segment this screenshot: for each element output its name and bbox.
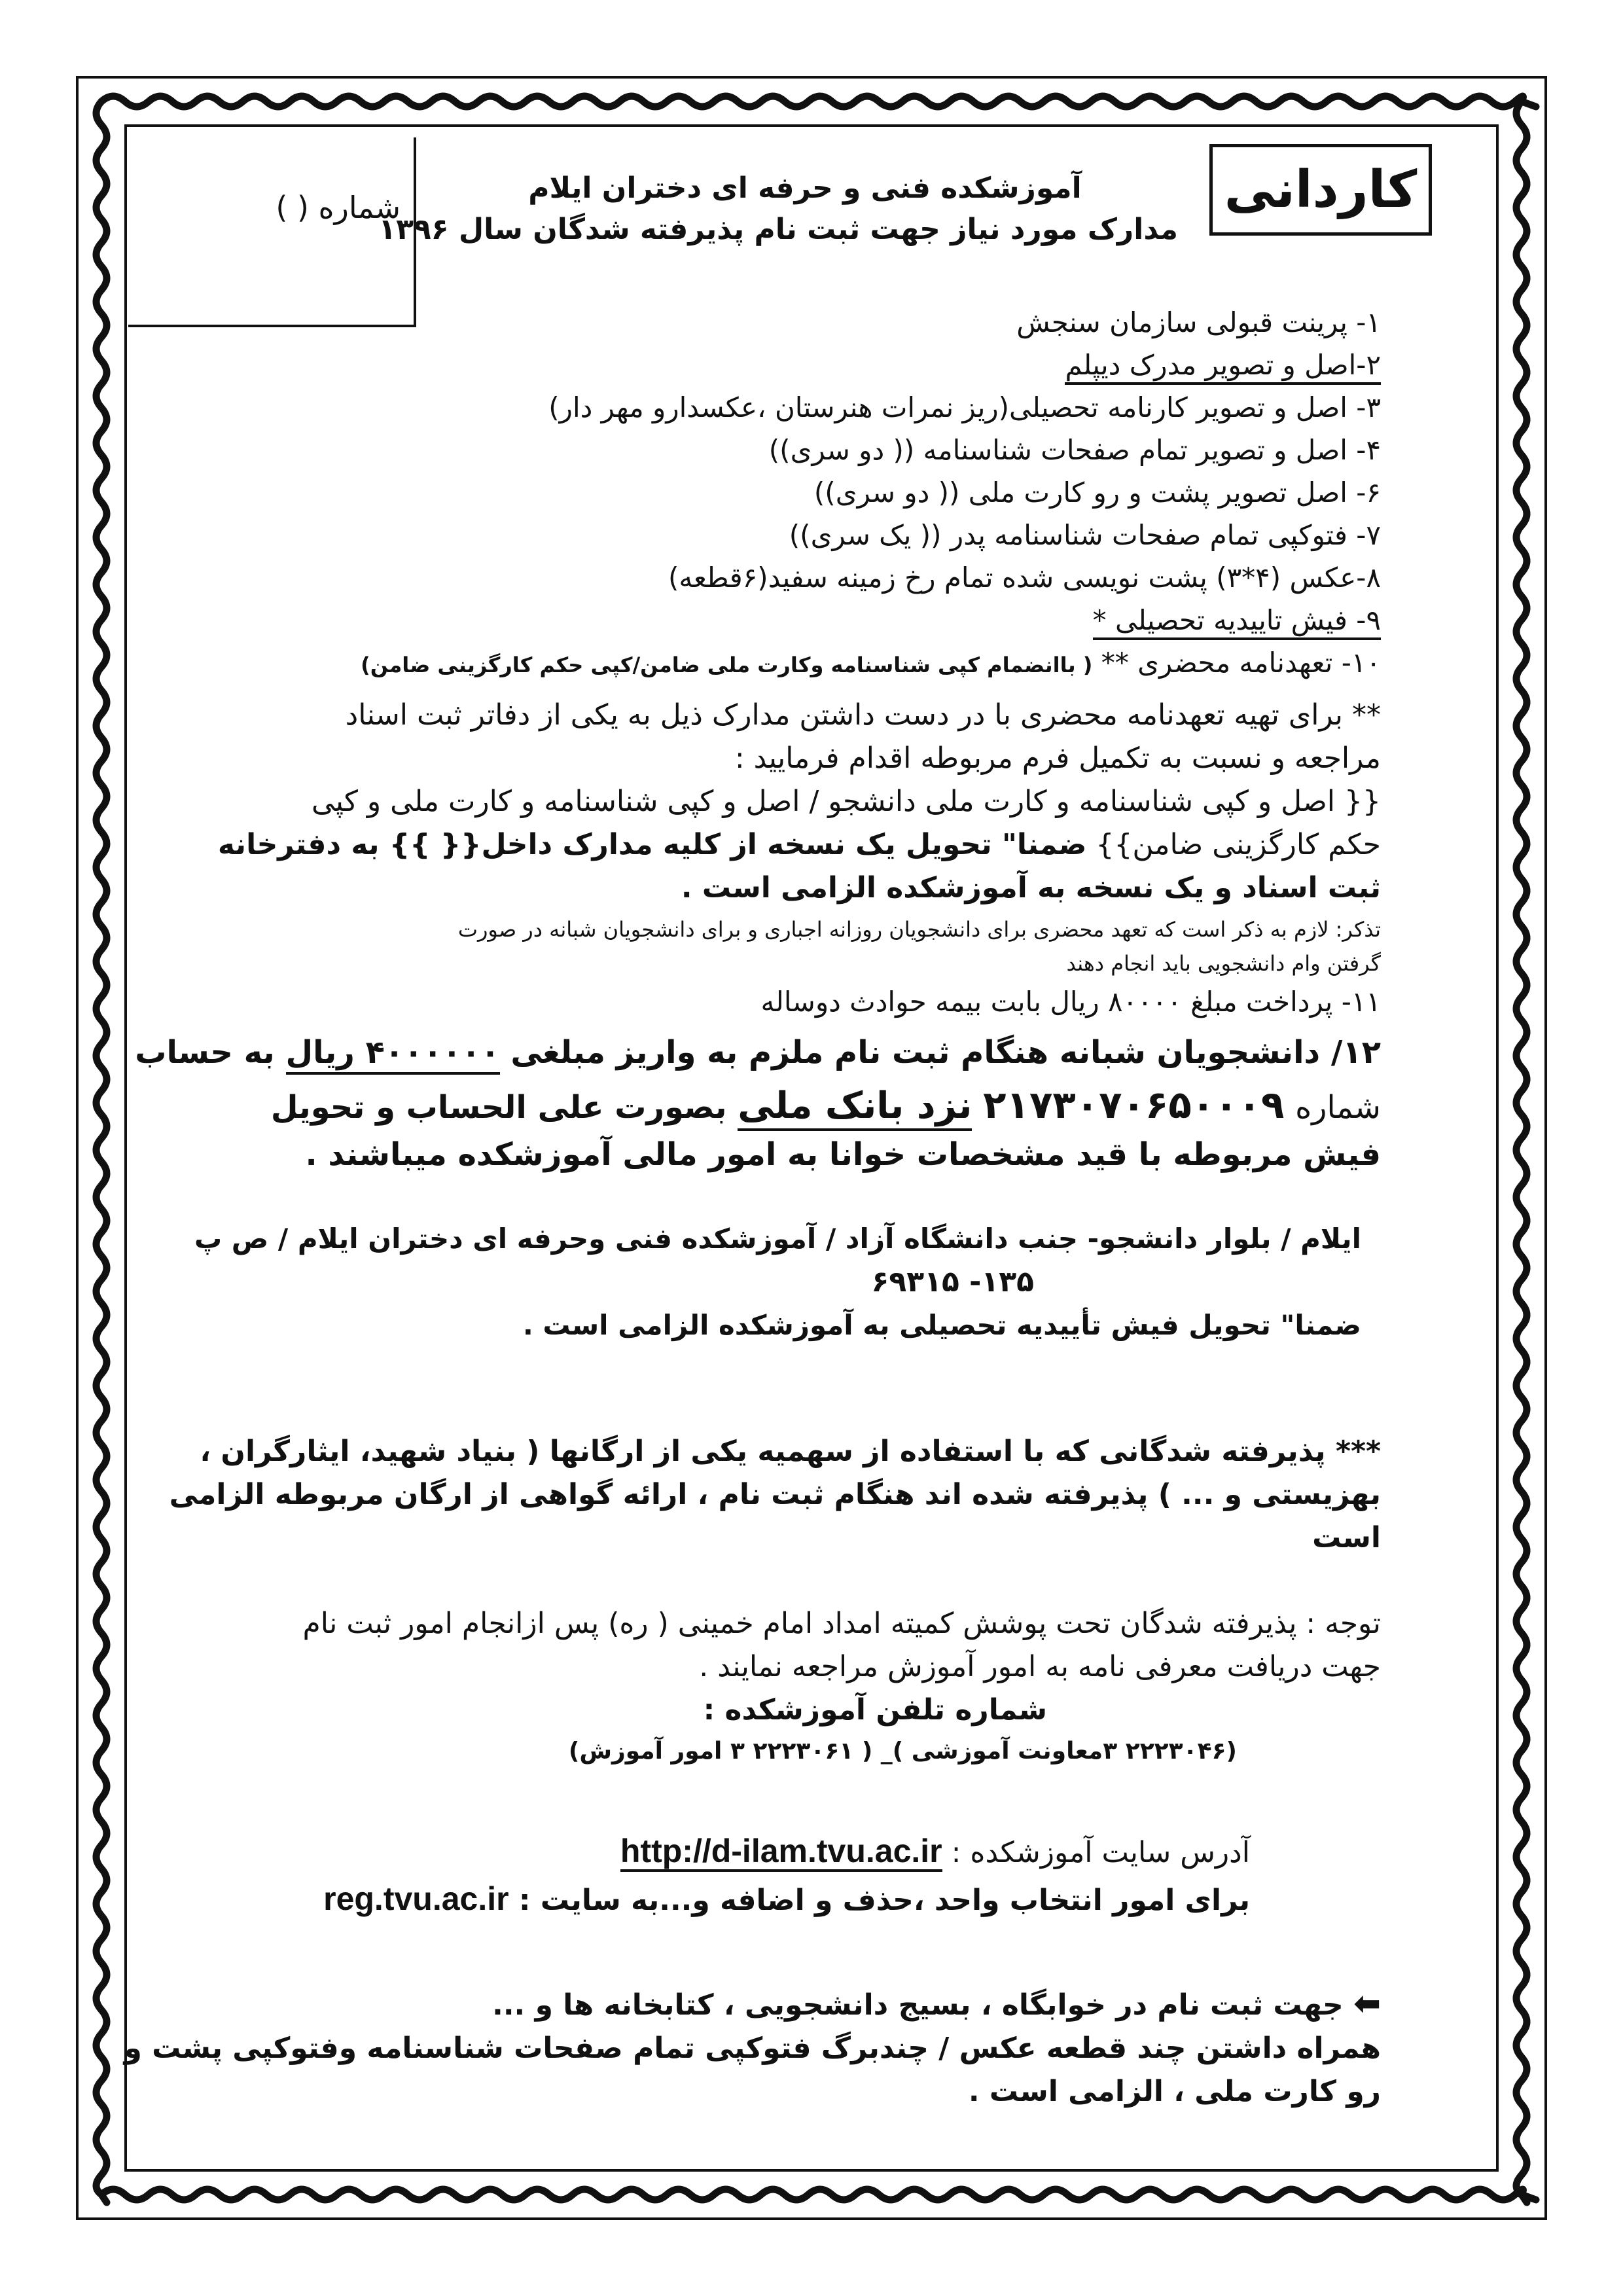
paragraph-fragment: حکم کارگزینی ضامن}} (1096, 828, 1381, 861)
paragraph-fragment: به حساب (135, 1034, 275, 1071)
website-line (209, 1829, 1381, 1874)
paragraph-fragment: ضمنا" تحویل یک نسخه از کلیه مدارک داخل{{ }} به دفترخانه (217, 828, 1087, 861)
website-line (209, 1877, 1381, 1922)
border-wave (1516, 101, 1527, 2202)
number-label: شماره ( ) (276, 190, 401, 225)
paragraph-line: توجه : پذیرفته شدگان تحت پوشش کمیته امداد امام خمینی ( ره) پس ازانجام امور ثبت نام (302, 1607, 1381, 1640)
address-block (194, 1217, 1361, 1347)
institute-title: آموزشکده فنی و حرفه ای دختران ایلام (528, 171, 1082, 205)
account-number: ۲۱۷۳۰۷۰۶۵۰۰۰۹ (983, 1083, 1285, 1127)
paragraph-fragment: بصورت علی الحساب و تحویل (270, 1089, 727, 1126)
paragraph-line: بهزیستی و ... ) پذیرفته شده اند هنگام ثبت نام ، ارائه گواهی از ارگان مربوطه الزامی (169, 1478, 1381, 1511)
payment-amount: ۴۰۰۰۰۰۰ ریال (286, 1034, 500, 1075)
paragraph-fragment: شماره (1295, 1089, 1381, 1126)
paragraph-fragment: جهت ثبت نام در خوابگاه ، بسیج دانشجویی ، کتابخانه ها و ... (492, 1988, 1344, 2022)
item10-main: ۱۰- تعهدنامه محضری ** (1101, 647, 1381, 679)
paragraph-line (209, 1081, 1381, 1131)
document-title: مدارک مورد نیاز جهت ثبت نام پذیرفته شدگان سال ۱۳۹۶ (378, 213, 1178, 246)
paragraph-line: ثبت اسناد و یک نسخه به آموزشکده الزامی است . (681, 871, 1381, 905)
paragraph-line: همراه داشتن چند قطعه عکس / چندبرگ فتوکپی تمام صفحات شناسنامه وفتوکپی پشت و (124, 2032, 1381, 2065)
item10-note: ( باانضمام کپی شناسنامه وکارت ملی ضامن/کپی حکم کارگزینی ضامن) (361, 653, 1093, 677)
arrow-left-icon: ⬅ (1353, 1984, 1381, 2022)
list-item: ۹- فیش تاییدیه تحصیلی * (209, 599, 1381, 641)
reminder-line: گرفتن وام دانشجویی باید انجام دهند (1066, 951, 1381, 976)
list-item: ۶- اصل تصویر پشت و رو کارت ملی (( دو سری)) (813, 476, 1381, 509)
paragraph-line: ** برای تهیه تعهدنامه محضری با در دست داشتن مدارک ذیل به یکی از دفاتر ثبت اسناد (345, 698, 1381, 732)
paragraph-line: جهت دریافت معرفی نامه به امور آموزش مراجعه نمایند . (699, 1650, 1381, 1683)
paragraph-line: مراجعه و نسبت به تکمیل فرم مربوطه اقدام فرمایید : (734, 742, 1381, 775)
website-label: آدرس سایت آموزشکده : (951, 1836, 1250, 1869)
border-wave (101, 2189, 1536, 2200)
paragraph-line: فیش مربوطه با قید مشخصات خوانا به امور مالی آموزشکده میباشند . (305, 1136, 1381, 1173)
requirements-list (209, 301, 1381, 687)
paragraph-line: رو کارت ملی ، الزامی است . (968, 2075, 1381, 2108)
quota-paragraph (169, 1430, 1381, 1560)
number-box (128, 137, 416, 327)
address-line: ۱۳۵- ۶۹۳۱۵ (871, 1265, 1034, 1299)
phone-numbers: (۲۲۲۳۰۴۶ ۳معاونت آموزشی )_ ( ۲۲۲۳۰۶۱ ۳ امور آموزش) (568, 1738, 1237, 1765)
bank-name: نزد بانک ملی (738, 1085, 972, 1131)
payment-paragraph (135, 1029, 1381, 1178)
paragraph-fragment: ۱۲/ دانشجویان شبانه هنگام ثبت نام ملزم به واریز مبلغی (510, 1034, 1381, 1071)
phone-title: شماره تلفن آموزشکده : (703, 1693, 1047, 1727)
list-item: ۱- پرینت قبولی سازمان سنجش (1016, 306, 1381, 338)
list-item-10 (209, 641, 1381, 687)
address-line: ایلام / بلوار دانشجو- جنب دانشگاه آزاد / آموزشکده فنی وحرفه ای دختران ایلام / ص پ (194, 1223, 1361, 1255)
list-item: ۴- اصل و تصویر تمام صفحات شناسنامه (( دو سری)) (768, 434, 1381, 466)
paragraph-line: {{ اصل و کپی شناسنامه و کارت ملی دانشجو / اصل و کپی شناسنامه و کارت ملی و کپی (312, 785, 1381, 818)
website-link[interactable]: http://d-ilam.tvu.ac.ir (620, 1833, 942, 1872)
paragraph-line: *** پذیرفته شدگانی که با استفاده از سهمیه یکی از ارگانها ( بنیاد شهید، ایثارگران ، (200, 1435, 1381, 1468)
paragraph-line (135, 1029, 1381, 1076)
website-block (209, 1829, 1381, 1922)
border-wave (96, 101, 107, 2202)
registration-link[interactable]: reg.tvu.ac.ir (323, 1880, 509, 1917)
paragraph-line (209, 1982, 1381, 2027)
list-item: ۲-اصل و تصویر مدرک دیپلم (209, 344, 1381, 386)
list-item-11: ۱۱- پرداخت مبلغ ۸۰۰۰۰ ریال بابت بیمه حوادث دوساله (760, 986, 1381, 1018)
border-wave (101, 96, 1536, 107)
website-label: برای امور انتخاب واحد ،حذف و اضافه و...به سایت : (518, 1884, 1250, 1917)
paragraph-line: است (1312, 1521, 1381, 1554)
notice-paragraph (209, 1602, 1381, 1771)
list-item: ۳- اصل و تصویر کارنامه تحصیلی(ریز نمرات هنرستان ،عکسدارو مهر دار) (548, 391, 1381, 423)
reminder-line: تذکر: لازم به ذکر است که تعهد محضری برای دانشجویان روزانه اجباری و برای دانشجویان شبانه در صورت (457, 917, 1381, 942)
notary-paragraph (209, 694, 1381, 1023)
degree-label-box (1209, 144, 1432, 236)
list-item: ۷- فتوکپی تمام صفحات شناسنامه پدر (( یک سری)) (789, 519, 1381, 551)
degree-label: کاردانی (1224, 160, 1418, 219)
paragraph-line (209, 823, 1381, 867)
address-line: ضمنا" تحویل فیش تأییدیه تحصیلی به آموزشکده الزامی است . (522, 1309, 1361, 1341)
list-item: ۸-عکس (۴*۳) پشت نویسی شده تمام رخ زمینه سفید(۶قطعه) (668, 562, 1381, 594)
dorm-paragraph (124, 1982, 1381, 2113)
